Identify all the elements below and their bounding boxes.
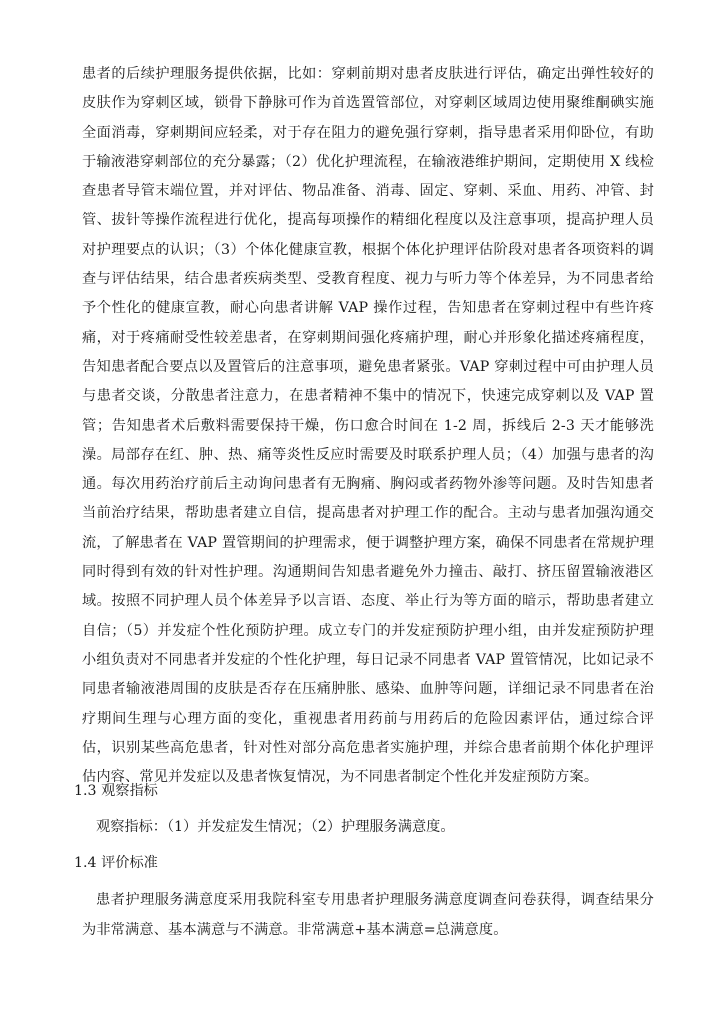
section-heading-observation-indicators: 1.3 观察指标 xyxy=(74,783,158,799)
observation-indicators-paragraph: 观察指标：（1）并发症发生情况；（2）护理服务满意度。 xyxy=(96,819,455,835)
main-paragraph: 患者的后续护理服务提供依据，比如：穿刺前期对患者皮肤进行评估，确定出弹性较好的皮肤作为穿刺区域，锁骨下静脉可作为首选置管部位，对穿刺区域周边使用聚维酮碘实施全面消毒，穿刺期间应轻柔，对于存在阻力的避免强行穿刺，指导患者采用仰卧位，有助于输液港穿刺部位的充分暴露；（2）优化护理流程，在输液港维护期间，定期使用 X 线检查患者导管末端位置，并对评估、物品准备、消毒、固定、穿刺、采血、用药、冲管、封管、拔针等操作流程进行优化，提高每项操作的精细化程度以及注意事项，提高护理人员对护理要点的认识；（3）个体化健康宣教，根据个体化护理评估阶段对患者各项资料的调查与评估结果，结合患者疾病类型、受教育程度、视力与听力等个体差异，为不同患者给予个性化的健康宣教，耐心向患者讲解 VAP 操作过程，告知患者在穿刺过程中有些许疼痛，对于疼痛耐受性较差患者，在穿刺期间强化疼痛护理，耐心并形象化描述疼痛程度，告知患者配合要点以及置管后的注意事项，避免患者紧张。VAP 穿刺过程中可由护理人员与患者交谈，分散患者注意力，在患者精神不集中的情况下，快速完成穿刺以及 VAP 置管；告知患者术后敷料需要保持干燥，伤口愈合时间在 1-2 周，拆线后 2-3 天才能够洗澡。局部存在红、肿、热、痛等炎性反应时需要及时联系护理人员；（4）加强与患者的沟通。每次用药治疗前后主动询问患者有无胸痛、胸闷或者药物外渗等问题。及时告知患者当前治疗结果，帮助患者建立自信，提高患者对护理工作的配合。主动与患者加强沟通交流，了解患者在 VAP 置管期间的护理需求，便于调整护理方案，确保不同患者在常规护理同时得到有效的针对性护理。沟通期间告知患者避免外力撞击、敲打、挤压留置输液港区域。按照不同护理人员个体差异予以言语、态度、举止行为等方面的暗示，帮助患者建立自信；（5）并发症个性化预防护理。成立专门的并发症预防护理小组，由并发症预防护理小组负责对不同患者并发症的个性化护理，每日记录不同患者 VAP 置管情况，比如记录不同患者输液港周围的皮肤是否存在压痛肿胀、感染、血肿等问题，详细记录不同患者在治疗期间生理与心理方面的变化，重视患者用药前与用药后的危险因素评估，通过综合评估，识别某些高危患者，针对性对部分高危患者实施护理，并综合患者前期个体化护理评估内容、常见并发症以及患者恢复情况，为不同患者制定个性化并发症预防方案。 xyxy=(82,66,654,786)
evaluation-criteria-paragraph: 患者护理服务满意度采用我院科室专用患者护理服务满意度调查问卷获得，调查结果分为非常满意、基本满意与不满意。非常满意+基本满意=总满意度。 xyxy=(82,892,654,938)
section-heading-evaluation-criteria: 1.4 评价标准 xyxy=(74,855,158,871)
